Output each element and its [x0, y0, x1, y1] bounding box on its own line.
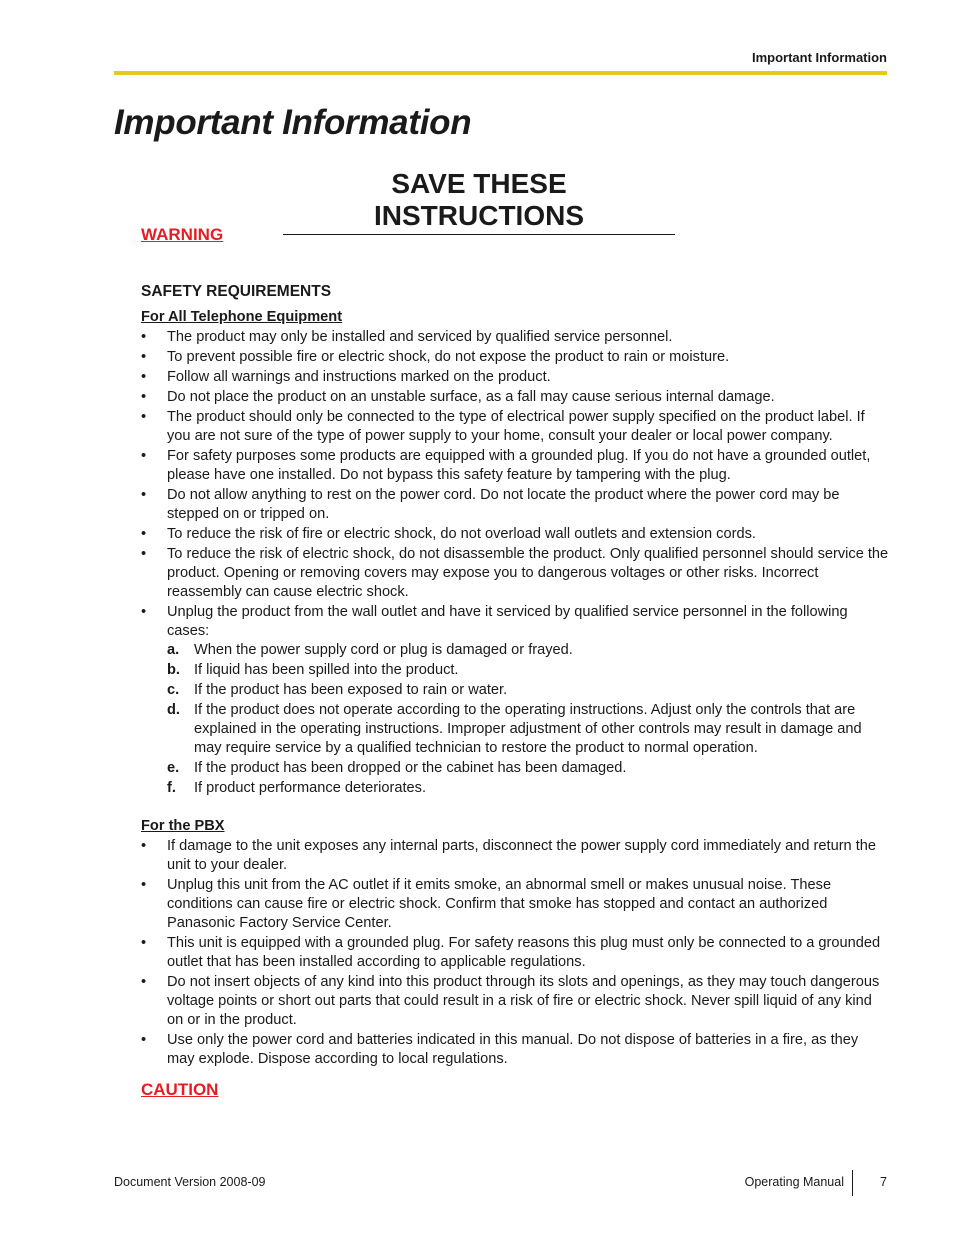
- case-letter: a.: [167, 642, 180, 658]
- list-item: [141, 1031, 889, 1069]
- list-item: [141, 408, 889, 446]
- case-text: If the product has been exposed to rain or water.: [194, 682, 508, 698]
- list-item-text: If damage to the unit exposes any internal parts, disconnect the power supply cord immediately and return the unit to your dealer.: [167, 838, 877, 873]
- bullet-icon: •: [141, 369, 147, 385]
- bullet-icon: •: [141, 329, 147, 345]
- bullet-icon: •: [141, 974, 147, 990]
- case-letter: d.: [167, 702, 180, 718]
- case-item: [167, 759, 889, 778]
- manual-name: Operating Manual: [744, 1175, 844, 1189]
- bullet-icon: •: [141, 1032, 147, 1048]
- list-item-text: To prevent possible fire or electric shock, do not expose the product to rain or moisture.: [167, 349, 730, 365]
- case-text: If the product does not operate according to the operating instructions. Adjust only the controls that are explained in the operating instructions. Improper adjustment of other controls may result in damage and may require service by a qualified technician to restore the product to normal operation.: [194, 702, 862, 756]
- caution-label: CAUTION: [141, 1080, 219, 1099]
- list-item: [141, 525, 889, 544]
- list-item-text: Unplug the product from the wall outlet and have it serviced by qualified service personnel in the following cases:: [167, 604, 848, 639]
- bullet-icon: •: [141, 838, 147, 854]
- case-letter: b.: [167, 662, 180, 678]
- bullet-icon: •: [141, 935, 147, 951]
- list-item: [141, 934, 889, 972]
- page-title: Important Information: [114, 103, 472, 142]
- list-item: [141, 368, 889, 387]
- list-item: [141, 486, 889, 524]
- list-item-text: The product may only be installed and serviced by qualified service personnel.: [167, 329, 673, 345]
- telephone-list: [141, 328, 889, 798]
- list-item-text: This unit is equipped with a grounded plug. For safety reasons this plug must only be connected to a grounded outlet that has been installed according to applicable regulations.: [167, 935, 881, 970]
- list-item: [141, 447, 889, 485]
- case-item: [167, 641, 889, 660]
- case-item: [167, 681, 889, 700]
- case-item: [167, 661, 889, 680]
- bullet-icon: •: [141, 409, 147, 425]
- case-letter: f.: [167, 780, 176, 796]
- list-item-text: Do not insert objects of any kind into this product through its slots and openings, as they may touch dangerous voltage points or short out parts that could result in a risk of fire or electric shock. Never spill liquid of any kind on or in the product.: [167, 974, 880, 1028]
- pbx-section: [141, 817, 889, 1070]
- list-item-text: Do not place the product on an unstable surface, as a fall may cause serious internal damage.: [167, 389, 775, 405]
- telephone-section: [141, 308, 889, 799]
- list-item: [141, 876, 889, 933]
- warning-label: WARNING: [141, 225, 224, 244]
- case-item: [167, 779, 889, 798]
- safety-requirements-heading: SAFETY REQUIREMENTS: [141, 283, 332, 300]
- list-item-text: For safety purposes some products are equipped with a grounded plug. If you do not have a grounded outlet, please have one installed. Do not bypass this safety feature by tampering with the plug.: [167, 448, 871, 483]
- list-item-text: Do not allow anything to rest on the power cord. Do not locate the product where the power cord may be stepped on or tripped on.: [167, 487, 840, 522]
- pbx-list: [141, 837, 889, 1069]
- list-item: [141, 973, 889, 1030]
- footer-divider: [852, 1170, 853, 1196]
- case-letter: e.: [167, 760, 180, 776]
- list-item-text: Follow all warnings and instructions marked on the product.: [167, 369, 551, 385]
- list-item: [141, 837, 889, 875]
- list-item: [141, 328, 889, 347]
- case-letter: c.: [167, 682, 180, 698]
- bullet-icon: •: [141, 349, 147, 365]
- bullet-icon: •: [141, 487, 147, 503]
- list-item-text: To reduce the risk of electric shock, do not disassemble the product. Only qualified personnel should service the product. Opening or removing covers may expose you to dangerous voltages or other risks. Incorrect reassembly can cause electric shock.: [167, 546, 889, 600]
- header-rule: [114, 71, 887, 75]
- bullet-icon: •: [141, 604, 147, 620]
- list-item: [141, 545, 889, 602]
- page-number: 7: [880, 1175, 887, 1189]
- case-text: If the product has been dropped or the cabinet has been damaged.: [194, 760, 627, 776]
- bullet-icon: •: [141, 389, 147, 405]
- telephone-heading: For All Telephone Equipment: [141, 309, 343, 325]
- pbx-heading: For the PBX: [141, 818, 225, 834]
- bullet-icon: •: [141, 877, 147, 893]
- bullet-icon: •: [141, 448, 147, 464]
- service-cases-list: [167, 641, 889, 798]
- list-item-text: Unplug this unit from the AC outlet if it emits smoke, an abnormal smell or makes unusual noise. These conditions can cause fire or electric shock. Confirm that smoke has stopped and contact an authorized Panasonic Factory Service Center.: [167, 877, 832, 931]
- list-item-text: The product should only be connected to the type of electrical power supply specified on the product label. If you are not sure of the type of power supply to your home, consult your dealer or local power company.: [167, 409, 865, 444]
- case-text: If product performance deteriorates.: [194, 780, 426, 796]
- running-header: Important Information: [751, 50, 887, 65]
- document-version: Document Version 2008-09: [114, 1175, 266, 1189]
- list-item-text: Use only the power cord and batteries indicated in this manual. Do not dispose of batteries in a fire, as they may explode. Dispose according to local regulations.: [167, 1032, 859, 1067]
- list-item: [141, 388, 889, 407]
- list-item: [141, 603, 889, 798]
- list-item: [141, 348, 889, 367]
- case-text: If liquid has been spilled into the product.: [194, 662, 459, 678]
- case-item: [167, 701, 889, 758]
- case-text: When the power supply cord or plug is damaged or frayed.: [194, 642, 573, 658]
- list-item-text: To reduce the risk of fire or electric shock, do not overload wall outlets and extension cords.: [167, 526, 756, 542]
- bullet-icon: •: [141, 546, 147, 562]
- bullet-icon: •: [141, 526, 147, 542]
- save-instructions-title: SAVE THESE INSTRUCTIONS: [283, 168, 675, 235]
